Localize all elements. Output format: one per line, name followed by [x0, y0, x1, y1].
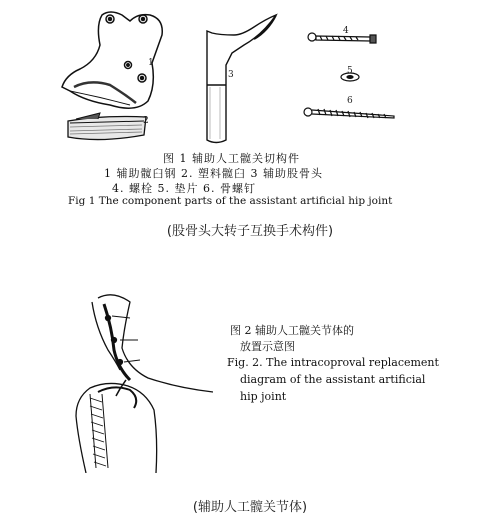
figure-2-caption-title: 图 2 辅助人工髋关节体的	[230, 324, 354, 337]
subtitle-2: (辅助人工髋关节体)	[192, 500, 308, 515]
plastic-acetabulum-illustration	[68, 113, 146, 140]
figure-2-caption-english-line-2: diagram of the assistant artificial	[240, 373, 426, 386]
component-number-1: 1	[148, 58, 154, 68]
component-number-4: 4	[343, 26, 349, 36]
figure-2-caption-english-line-3: hip joint	[240, 390, 287, 403]
figure-2-caption-english-line-1: Fig. 2. The intracoproval replacement	[227, 356, 439, 369]
component-number-6: 6	[347, 96, 353, 106]
component-number-3: 3	[228, 70, 234, 80]
subtitle-1: (股骨头大转子互换手术构件)	[166, 224, 334, 239]
pelvis-outline	[98, 295, 213, 392]
figure-2-hip-joint-diagram	[68, 288, 213, 473]
femur-outline	[76, 383, 157, 473]
bone-screw-illustration	[304, 108, 394, 118]
component-number-5: 5	[347, 66, 353, 76]
figure-1-caption-english: Fig 1 The component parts of the assistant artificial hip joint	[68, 195, 393, 207]
bolt-illustration	[308, 33, 376, 43]
figure-1-component-drawing	[40, 5, 460, 150]
figure-1-caption-parts-line-2: 4. 螺栓 5. 垫片 6. 骨螺钉	[112, 182, 256, 195]
figure-1-caption-parts-line-1: 1 辅助髋臼钢 2. 塑料髋臼 3 辅助股骨头	[104, 167, 323, 180]
component-number-2: 2	[143, 116, 149, 126]
figure-1-caption-title: 图 1 辅助人工髋关切构件	[163, 152, 300, 165]
figure-2-caption-subtitle: 放置示意图	[240, 340, 295, 353]
femoral-head-hook-illustration	[207, 15, 276, 143]
